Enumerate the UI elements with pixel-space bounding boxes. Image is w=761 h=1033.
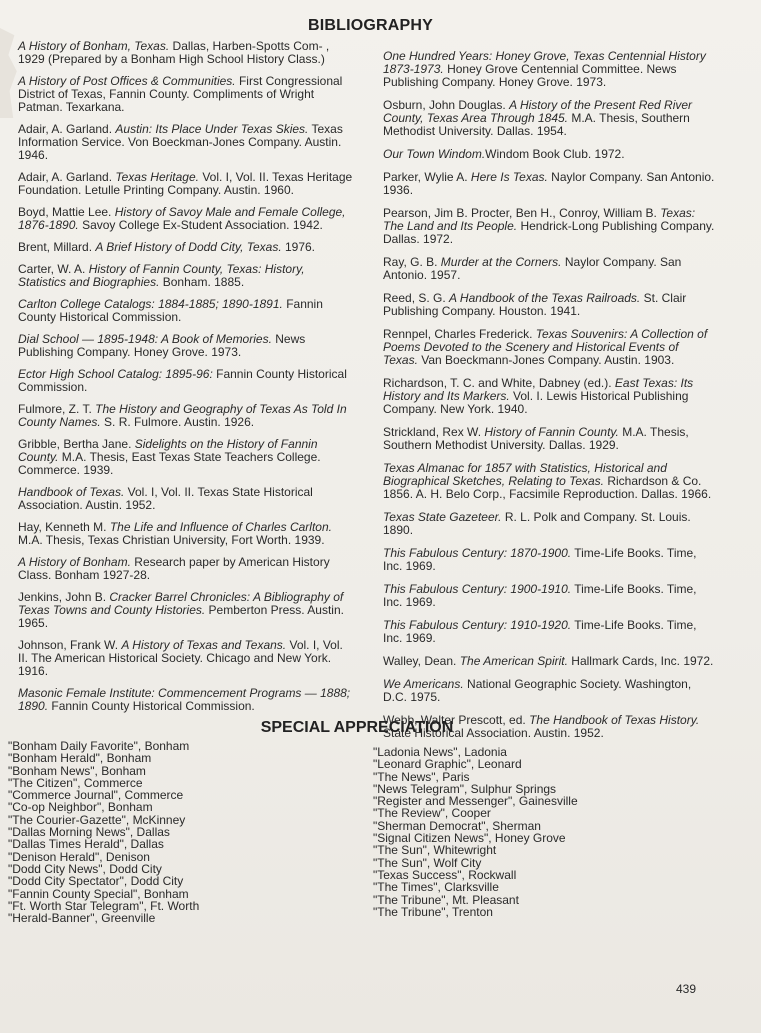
entry-details: Bonham. 1885.	[159, 275, 245, 289]
bibliography-entry	[383, 328, 716, 367]
appreciation-item: "Register and Messenger", Gainesville	[373, 794, 578, 809]
entry-details: Vol. I, Vol. II. The American Historical Society. Chicago and New York. 1916.	[18, 638, 343, 678]
bibliography-entry	[383, 462, 716, 501]
bibliography-entry	[383, 426, 716, 452]
bibliography-entry	[18, 75, 353, 114]
appreciation-item: "Leonard Graphic", Leonard	[373, 757, 522, 772]
entry-title: A Handbook of the Texas Railroads.	[449, 291, 641, 305]
bibliography-entry	[18, 556, 353, 582]
entry-details: 1976.	[281, 240, 316, 254]
appreciation-item: "Dallas Morning News", Dallas	[8, 825, 170, 840]
entry-author: Adair, A. Garland.	[18, 170, 116, 184]
entry-title: Handbook of Texas.	[18, 485, 125, 499]
entry-title: History of Fannin County, Texas: History, Statistics and Biographies.	[18, 262, 305, 289]
bibliography-entry	[18, 403, 353, 429]
entry-details: Fannin County Historical Commission.	[18, 367, 347, 394]
entry-title: Texas Souvenirs: A Collection of Poems Devoted to the Scenery and Historical Events of Texas.	[383, 327, 708, 367]
entry-title: Our Town Windom.	[383, 147, 486, 161]
entry-title: The History and Geography of Texas As Told In County Names.	[18, 402, 347, 429]
entry-details: Time-Life Books. Time, Inc. 1969.	[383, 546, 697, 573]
bibliography-entry	[383, 678, 716, 704]
appreciation-item: "News Telegram", Sulphur Springs	[373, 781, 557, 796]
entry-title: A Brief History of Dodd City, Texas.	[95, 240, 282, 254]
entry-author: Walley, Dean.	[383, 654, 460, 668]
bibliography-entry	[18, 438, 353, 477]
entry-author: Boyd, Mattie Lee.	[18, 205, 115, 219]
bibliography-entry	[383, 99, 716, 138]
entry-details: Richardson & Co. 1856. A. H. Belo Corp., Facsimile Reproduction. Dallas. 1966.	[383, 474, 712, 501]
bibliography-entry	[383, 171, 716, 197]
bibliography-entry	[383, 583, 716, 609]
appreciation-item: "Dodd City News", Dodd City	[8, 861, 162, 876]
appreciation-item: "Co-op Neighbor", Bonham	[8, 800, 153, 815]
appreciation-item: "Bonham Daily Favorite", Bonham	[8, 739, 190, 753]
entry-details: Van Boeckmann-Jones Company. Austin. 1903.	[417, 353, 675, 367]
appreciation-item: "The Review", Cooper	[373, 806, 491, 821]
bibliography-entry	[18, 687, 353, 713]
bibliography-entry	[18, 123, 353, 162]
entry-details: M.A. Thesis, Texas Christian University, Fort Worth. 1939.	[18, 533, 325, 547]
entry-author: Fulmore, Z. T.	[18, 402, 96, 416]
entry-title: Sidelights on the History of Fannin County.	[18, 437, 318, 464]
entry-details: St. Clair Publishing Company. Houston. 1941.	[383, 291, 687, 318]
appreciation-item: "The News", Paris	[373, 769, 470, 784]
bibliography-entry	[383, 148, 716, 161]
entry-author: Carter, W. A.	[18, 262, 89, 276]
entry-author: Reed, S. G.	[383, 291, 450, 305]
entry-title: Masonic Female Institute: Commencement Programs — 1888; 1890.	[18, 686, 351, 713]
entry-author: Osburn, John Douglas.	[383, 98, 510, 112]
entry-author: Hay, Kenneth M.	[18, 520, 110, 534]
entry-details: Honey Grove Centennial Committee. News Publishing Company. Honey Grove. 1973.	[383, 62, 677, 89]
entry-title: One Hundred Years: Honey Grove, Texas Centennial History 1873-1973.	[383, 49, 706, 76]
appreciation-right-column	[373, 746, 623, 918]
entry-details: Hendrick-Long Publishing Company. Dallas. 1972.	[383, 219, 715, 246]
entry-details: Pemberton Press. Austin. 1965.	[18, 603, 344, 630]
entry-title: A History of Bonham, Texas.	[18, 39, 170, 53]
entry-title: A History of Texas and Texans.	[121, 638, 287, 652]
appreciation-item: "The Sun", Whitewright	[373, 843, 497, 858]
entry-author: Brent, Millard.	[18, 240, 96, 254]
entry-details: M.A. Thesis, Southern Methodist University. Dallas. 1929.	[383, 425, 689, 452]
entry-author: Strickland, Rex W.	[383, 425, 485, 439]
entry-title: Ector High School Catalog: 1895-96:	[18, 367, 213, 381]
entry-details: M.A. Thesis, Southern Methodist University. Dallas. 1954.	[383, 111, 690, 138]
entry-title: Texas Almanac for 1857 with Statistics, Historical and Biographical Sketches, Relating to Texas.	[383, 461, 667, 488]
entry-details: Time-Life Books. Time, Inc. 1969.	[383, 618, 697, 645]
entry-title: Carlton College Catalogs: 1884-1885; 1890-1891.	[18, 297, 283, 311]
appreciation-item: "Dallas Times Herald", Dallas	[8, 837, 164, 852]
entry-details: News Publishing Company. Honey Grove. 1973.	[18, 332, 306, 359]
entry-details: Time-Life Books. Time, Inc. 1969.	[383, 582, 697, 609]
entry-title: This Fabulous Century: 1870-1900.	[383, 546, 572, 560]
entry-details: Naylor Company. San Antonio. 1957.	[383, 255, 682, 282]
appreciation-item: "Commerce Journal", Commerce	[8, 788, 184, 803]
appreciation-item: "Fannin County Special", Bonham	[8, 886, 189, 901]
bibliography-right-column	[383, 50, 716, 750]
entry-details: Naylor Company. San Antonio. 1936.	[383, 170, 715, 197]
entry-title: A History of Post Offices & Communities.	[18, 74, 236, 88]
bibliography-entry	[18, 486, 353, 512]
entry-details: National Geographic Society. Washington, D.C. 1975.	[383, 677, 692, 704]
entry-author: Parker, Wylie A.	[383, 170, 471, 184]
entry-title: The Life and Influence of Charles Carlton.	[109, 520, 332, 534]
entry-title: History of Fannin County.	[484, 425, 619, 439]
appreciation-item: "Texas Success", Rockwall	[373, 867, 517, 882]
bibliography-entry	[383, 655, 716, 668]
entry-title: Texas: The Land and Its People.	[383, 206, 696, 233]
entry-author: Jenkins, John B.	[18, 590, 110, 604]
bibliography-entry	[383, 511, 716, 537]
bibliography-entry	[18, 40, 353, 66]
entry-author: Pearson, Jim B. Procter, Ben H., Conroy, William B.	[383, 206, 661, 220]
entry-details: Windom Book Club. 1972.	[485, 147, 625, 161]
entry-title: Here Is Texas.	[470, 170, 548, 184]
entry-title: East Texas: Its History and Its Markers.	[383, 376, 694, 403]
appreciation-item: "Ft. Worth Star Telegram", Ft. Worth	[8, 898, 200, 913]
appreciation-item: "Bonham News", Bonham	[8, 763, 146, 778]
entry-details: M.A. Thesis, East Texas State Teachers College. Commerce. 1939.	[18, 450, 321, 477]
entry-author: Adair, A. Garland.	[18, 122, 116, 136]
bibliography-entry	[383, 207, 716, 246]
entry-title: The American Spirit.	[459, 654, 568, 668]
entry-title: Austin: Its Place Under Texas Skies.	[115, 122, 309, 136]
entry-author: Webb, Walter Prescott, ed.	[383, 713, 530, 727]
entry-title: This Fabulous Century: 1910-1920.	[383, 618, 572, 632]
appreciation-item: "Ladonia News", Ladonia	[373, 745, 507, 759]
page-number: 439	[676, 982, 697, 996]
bibliography-entry	[18, 171, 353, 197]
bibliography-entry	[383, 292, 716, 318]
appreciation-item: "The Tribune", Mt. Pleasant	[373, 892, 519, 907]
entry-details: Hallmark Cards, Inc. 1972.	[567, 654, 714, 668]
entry-details: Texas Information Service. Von Boeckman-Jones Company. Austin. 1946.	[18, 122, 343, 162]
entry-author: Richardson, T. C. and White, Dabney (ed.).	[383, 376, 615, 390]
bibliography-entry	[383, 547, 716, 573]
entry-title: We Americans.	[383, 677, 464, 691]
entry-title: Cracker Barrel Chronicles: A Bibliography of Texas Towns and County Histories.	[18, 590, 344, 617]
bibliography-entry	[18, 521, 353, 547]
entry-title: A History of the Present Red River County, Texas Area Through 1845.	[383, 98, 693, 125]
appreciation-item: "The Sun", Wolf City	[373, 855, 482, 870]
entry-author: Johnson, Frank W.	[18, 638, 122, 652]
entry-details: Vol. I. Lewis Historical Publishing Company. New York. 1940.	[383, 389, 689, 416]
entry-author: Gribble, Bertha Jane.	[18, 437, 135, 451]
bibliography-entry	[383, 377, 716, 416]
bibliography-left-column	[18, 40, 353, 722]
entry-title: Texas Heritage.	[115, 170, 199, 184]
bibliography-entry	[383, 256, 716, 282]
entry-details: Research paper by American History Class. Bonham 1927-28.	[18, 555, 330, 582]
entry-details: State Historical Association. Austin. 1952.	[383, 726, 604, 740]
entry-title: Texas State Gazeteer.	[383, 510, 502, 524]
entry-author: Rennpel, Charles Frederick.	[383, 327, 536, 341]
bibliography-entry	[18, 241, 353, 254]
bibliography-entry	[383, 50, 716, 89]
entry-details: Fannin County Historical Commission.	[18, 297, 323, 324]
bibliography-entry	[18, 298, 353, 324]
appreciation-left-column	[8, 740, 258, 924]
appreciation-item: "Sherman Democrat", Sherman	[373, 818, 541, 833]
entry-title: Murder at the Corners.	[440, 255, 562, 269]
entry-details: Vol. I, Vol. II. Texas State Historical Association. Austin. 1952.	[18, 485, 313, 512]
entry-details: Vol. I, Vol. II. Texas Heritage Foundation. Letulle Printing Company. Austin. 1960.	[18, 170, 353, 197]
bibliography-entry	[18, 263, 353, 289]
entry-author: Ray, G. B.	[383, 255, 441, 269]
appreciation-item: "The Courier-Gazette", McKinney	[8, 812, 186, 827]
bibliography-entry	[18, 639, 353, 678]
entry-title: Dial School — 1895-1948: A Book of Memories.	[18, 332, 272, 346]
entry-details: Savoy College Ex-Student Association. 1942.	[78, 218, 323, 232]
entry-details: Fannin County Historical Commission.	[48, 699, 255, 713]
entry-details: Dallas, Harben-Spotts Com- , 1929 (Prepared by a Bonham High School History Class.)	[18, 39, 330, 66]
bibliography-entry	[18, 591, 353, 630]
appreciation-item: "Signal Citizen News", Honey Grove	[373, 831, 566, 846]
entry-title: A History of Bonham.	[18, 555, 131, 569]
entry-details: First Congressional District of Texas, Fannin County. Compliments of Wright Patman. Texarkana.	[18, 74, 343, 114]
appreciation-item: "Dodd City Spectator", Dodd City	[8, 874, 184, 889]
entry-title: The Handbook of Texas History.	[529, 713, 700, 727]
appreciation-item: "Denison Herald", Denison	[8, 849, 150, 864]
appreciation-item: "Herald-Banner", Greenville	[8, 911, 156, 926]
appreciation-title: SPECIAL APPRECIATION	[260, 719, 454, 736]
page-title: BIBLIOGRAPHY	[307, 17, 434, 34]
entry-title: History of Savoy Male and Female College, 1876-1890.	[18, 205, 346, 232]
bibliography-entry	[18, 206, 353, 232]
bibliography-entry	[18, 333, 353, 359]
entry-title: This Fabulous Century: 1900-1910.	[383, 582, 572, 596]
bibliography-entry	[383, 619, 716, 645]
appreciation-item: "The Tribune", Trenton	[373, 904, 493, 919]
appreciation-item: "Bonham Herald", Bonham	[8, 751, 152, 766]
entry-details: R. L. Polk and Company. St. Louis. 1890.	[383, 510, 691, 537]
appreciation-item: "The Times", Clarksville	[373, 880, 499, 895]
bibliography-entry	[18, 368, 353, 394]
appreciation-item: "The Citizen", Commerce	[8, 775, 143, 790]
entry-details: S. R. Fulmore. Austin. 1926.	[100, 415, 255, 429]
